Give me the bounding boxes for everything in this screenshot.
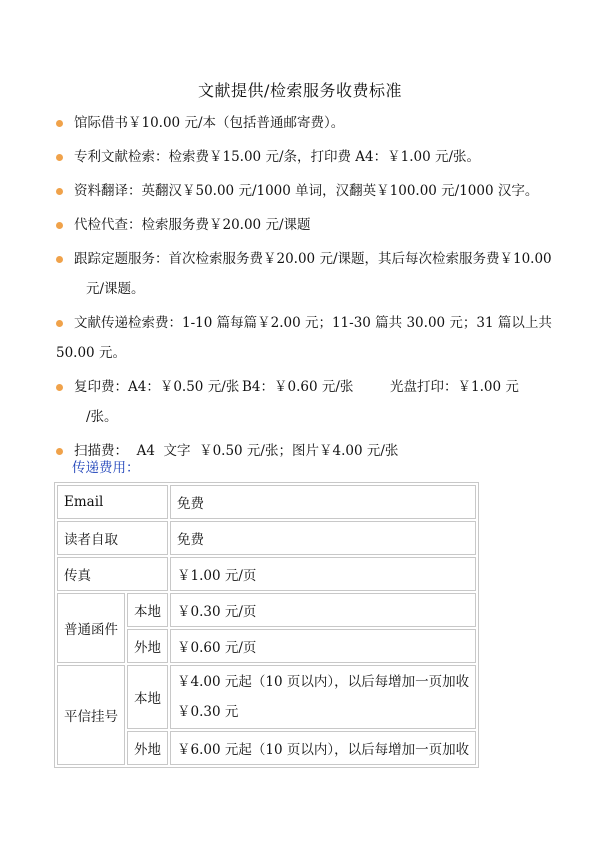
page-title: 文献提供/检索服务收费标准 [198,81,402,100]
region-cell: 外地 [127,731,168,765]
list-item-interlibrary-loan [56,108,548,138]
fee-list [56,108,552,470]
item-text-continued: 元/课题。 [86,281,145,297]
delivery-fee-table [54,482,479,768]
list-item-document-delivery [56,308,552,368]
item-text-continued: 50.00 元。 [56,345,126,361]
bullet-icon [56,222,63,229]
bullet-icon [56,154,63,161]
method-cell: 传真 [57,557,168,591]
method-cell: 读者自取 [57,521,168,555]
delivery-fees-heading: 传递费用： [72,460,140,476]
table-row [57,593,476,627]
region-cell: 外地 [127,629,168,663]
method-cell: 平信挂号 [57,665,125,765]
bullet-icon [56,188,63,195]
price-cell: ￥4.00 元起（10 页以内），以后每增加一页加收 ￥0.30 元 [170,665,476,729]
price-cell: 免费 [170,521,476,555]
list-item-tracking-service [56,244,552,304]
item-text-continued: /张。 [86,409,118,425]
item-text: 跟踪定题服务：首次检索服务费￥20.00 元/课题，其后每次检索服务费￥10.00 [74,251,552,267]
table-row [57,521,476,555]
item-text: 资料翻译：英翻汉￥50.00 元/1000 单词，汉翻英￥100.00 元/1000 汉字。 [74,183,539,199]
price-cell: ￥0.60 元/页 [170,629,476,663]
item-text: 文献传递检索费：1-10 篇每篇￥2.00 元；11-30 篇共 30.00 元；31 篇以上共 [74,315,552,331]
copy-b4-price: B4：￥0.60 元/张 [242,379,354,395]
list-item-translation [56,176,548,206]
list-item-proxy-search [56,210,548,240]
item-text: 扫描费： A4 文字 ￥0.50 元/张；图片￥4.00 元/张 [74,443,399,459]
price-cell: ￥0.30 元/页 [170,593,476,627]
list-item-photocopy [56,372,548,432]
bullet-icon [56,448,63,455]
item-text: 代检代查：检索服务费￥20.00 元/课题 [74,217,311,233]
bullet-icon [56,320,63,327]
list-item-patent-search [56,142,548,172]
region-cell: 本地 [127,593,168,627]
item-text: 专利文献检索：检索费￥15.00 元/条，打印费 A4：￥1.00 元/张。 [74,149,481,165]
item-text: 馆际借书￥10.00 元/本（包括普通邮寄费）。 [74,115,345,131]
method-cell: 普通函件 [57,593,125,663]
bullet-icon [56,256,63,263]
bullet-icon [56,384,63,391]
price-cell: ￥1.00 元/页 [170,557,476,591]
method-cell: Email [57,485,168,519]
cd-print-price: 光盘打印：￥1.00 元 [390,379,519,395]
region-cell: 本地 [127,665,168,729]
table-row [57,557,476,591]
table-row [57,665,476,729]
table-row [57,485,476,519]
price-cell: 免费 [170,485,476,519]
bullet-icon [56,120,63,127]
copy-a4-price: 复印费：A4：￥0.50 元/张 [74,379,240,395]
item-text [74,372,548,402]
price-cell: ￥6.00 元起（10 页以内），以后每增加一页加收 [170,731,476,765]
